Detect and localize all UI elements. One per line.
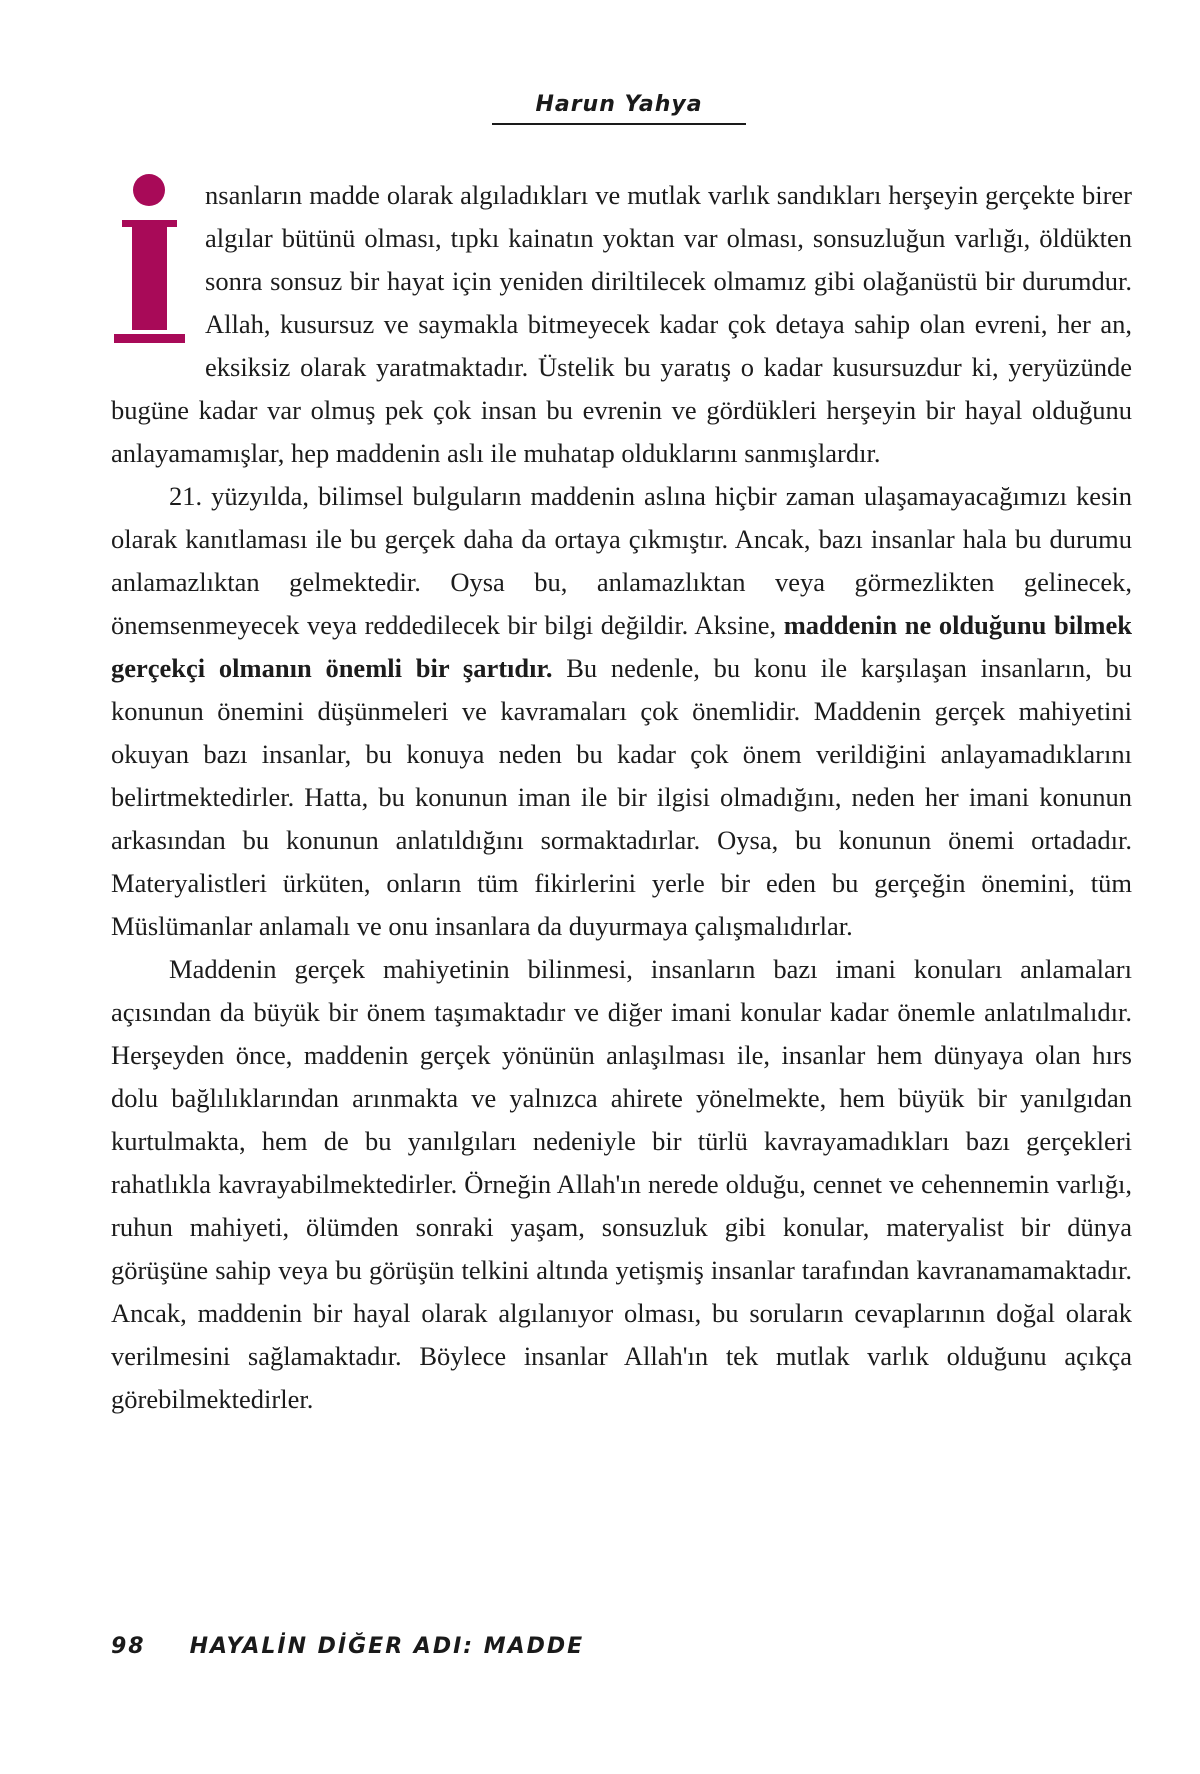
paragraph-2-bold-text: maddenin ne olduğunu bilmek gerçekçi olmanın önemli bir şartıdır. (111, 610, 1132, 683)
header-rule (492, 123, 746, 125)
paragraph-1-text: nsanların madde olarak algıladıkları ve mutlak varlık sandıkları herşeyin gerçekte birer algılar bütünü olması, tıpkı kainatın yoktan var olması, sonsuzluğun varlığı, öldükten sonra sonsuz bir hayat için yeniden diriltilecek olmamız gibi olağanüstü bir durumdur. Allah, kusursuz ve saymakla bitmeyecek kadar çok detaya sahip olan evreni, her an, eksiksiz olarak yaratmaktadır. Üstelik bu yaratış o kadar kusursuzdur ki, yeryüzünde bugüne kadar var olmuş pek çok insan bu evrenin ve gördükleri herşeyin bir hayal olduğunu anlayamamışlar, hep maddenin aslı ile muhatap olduklarını sanmışlardır. (111, 180, 1132, 468)
drop-cap-letter (111, 178, 197, 350)
paragraph-3-text: Maddenin gerçek mahiyetinin bilinmesi, insanların bazı imani konuları anlamaları açısından da büyük bir önem taşımaktadır ve diğer imani konular kadar önemle anlatılmalıdır. Herşeyden önce, maddenin gerçek yönünün anlaşılması ile, insanlar hem dünyaya olan hırs dolu bağlılıklarından arınmakta ve yalnızca ahirete yönelmekte, hem büyük bir yanılgıdan kurtulmakta, hem de bu yanılgıları nedeniyle bir türlü kavrayamadıkları bazı gerçekleri rahatlıkla kavrayabilmektedirler. Örneğin Allah'ın nerede olduğu, cennet ve cehennemin varlığı, ruhun mahiyeti, ölümden sonraki yaşam, sonsuzluk gibi konular, materyalist bir dünya görüşüne sahip veya bu görüşün telkini altında yetişmiş insanlar tarafından kavranamamaktadır. Ancak, maddenin bir hayal olarak algılanıyor olması, bu soruların cevaplarının doğal olarak verilmesini sağlamaktadır. Böylece insanlar Allah'ın tek mutlak varlık olduğunu açıkça görebilmektedirler. (111, 954, 1132, 1414)
page-footer (111, 1634, 584, 1659)
paragraph-2 (111, 475, 1132, 948)
drop-cap-serif-bottom (114, 334, 185, 343)
body-text (111, 174, 1132, 1421)
paragraph-2-text-end: Bu nedenle, bu konu ile karşılaşan insanların, bu konunun önemini düşünmeleri ve kavramaları çok önemlidir. Maddenin gerçek mahiyetini okuyan bazı insanlar, bu konuya neden bu kadar çok önem verildiğini anlayamadıklarını belirtmektedirler. Hatta, bu konunun iman ile bir ilgisi olmadığını, neden her imani konunun arkasından bu konunun anlatıldığını sormaktadırlar. Oysa, bu konunun önemi ortadadır. Materyalistleri ürküten, onların tüm fikirlerini yerle bir eden bu gerçeğin önemini, tüm Müslümanlar anlamalı ve onu insanlara da duyurmaya çalışmalıdırlar. (111, 653, 1133, 941)
running-header-title: Harun Yahya (535, 92, 703, 117)
paragraph-3 (111, 948, 1132, 1421)
page-number: 98 (111, 1634, 146, 1659)
paragraph-1 (111, 174, 1132, 475)
paragraph-2-text-start: 21. yüzyılda, bilimsel bulguların maddenin aslına hiçbir zaman ulaşamayacağımızı kesin olarak kanıtlaması ile bu gerçek daha da ortaya çıkmıştır. Ancak, bazı insanlar hala bu durumu anlamazlıktan gelmektedir. Oysa bu, anlamazlıktan veya görmezlikten gelinecek, önemsenmeyecek veya reddedilecek bir bilgi değildir. Aksine, (111, 481, 1132, 640)
drop-cap-dot (133, 174, 165, 206)
drop-cap-stem (132, 220, 167, 330)
book-title: HAYALİN DİĞER ADI: MADDE (189, 1634, 585, 1659)
